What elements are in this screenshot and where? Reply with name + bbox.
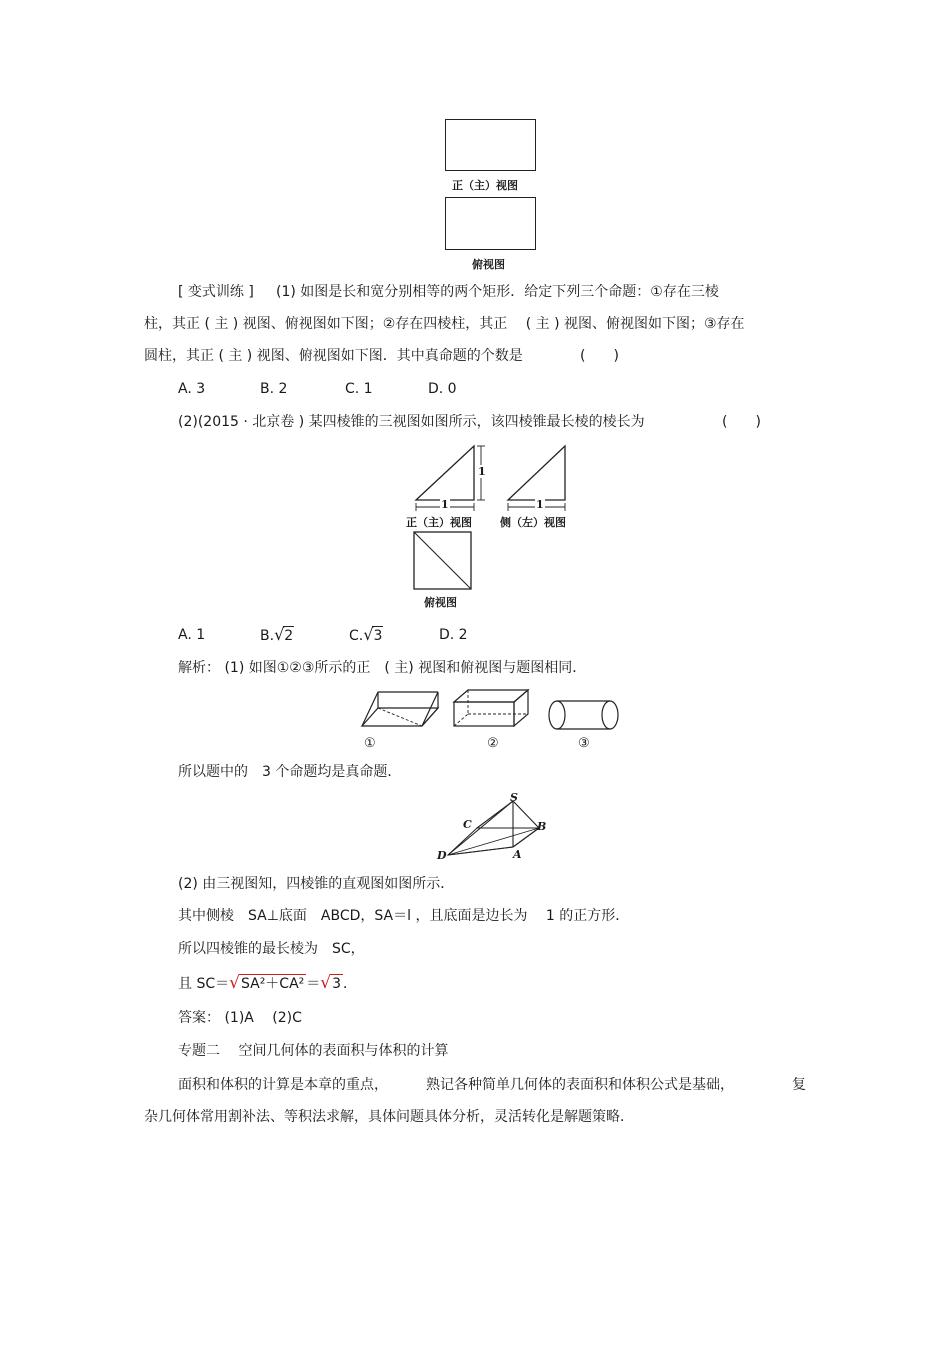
radicand-sum: SA²＋CA² — [240, 976, 305, 992]
side-view-caption: 侧（左）视图 — [500, 516, 566, 529]
sqrt-sign: √ — [229, 973, 240, 993]
choice2-a: A. 1 — [178, 627, 206, 643]
choice-d: D. 0 — [428, 381, 457, 397]
front-view-caption: 正（主）视图 — [452, 179, 518, 192]
topic-title: 专题二 空间几何体的表面积与体积的计算 — [178, 1043, 449, 1059]
topic-para-line1-c: 复 — [792, 1077, 806, 1093]
rectangular-box-shape — [454, 690, 528, 726]
front-view-triangle — [416, 446, 474, 500]
front-base-dim-label: 1 — [441, 498, 449, 511]
sqrt-sign: √ — [274, 625, 285, 644]
front-view-caption-2: 正（主）视图 — [406, 516, 472, 529]
topic-para-line2: 杂几何体常用割补法、等积法求解，具体问题具体分析，灵活转化是解题策略． — [144, 1109, 634, 1125]
answer-line: 答案： (1)A (2)C — [178, 1010, 302, 1026]
topic-para-line1-b: 熟记各种简单几何体的表面积和体积公式是基础， — [426, 1077, 734, 1093]
radicand-b: 2 — [284, 628, 294, 644]
problem1-line3: 圆柱，其正 ( 主 ) 视图、俯视图如下图．其中真命题的个数是 — [144, 348, 523, 364]
problem2-paren: ( ) — [722, 414, 761, 430]
problem1-line1: (1) 如图是长和宽分别相等的两个矩形．给定下列三个命题：①存在三棱 — [276, 284, 719, 300]
vertex-d-label: D — [437, 849, 447, 862]
choice-c: C. 1 — [345, 381, 373, 397]
top-view-caption: 俯视图 — [472, 258, 505, 271]
solution-line6: 且 SC＝√SA²＋CA² ＝√3 ． — [178, 973, 358, 993]
side-base-dim-label: 1 — [536, 498, 544, 511]
problem2-text: (2)(2015 · 北京卷 ) 某四棱锥的三视图如图所示，该四棱锥最长棱的棱长为 — [178, 414, 645, 430]
top-view-rectangle — [445, 197, 536, 250]
topic-para-line1-a: 面积和体积的计算是本章的重点， — [178, 1077, 388, 1093]
sqrt-sign: √ — [320, 973, 332, 993]
solid-figures — [360, 688, 630, 728]
side-view-triangle — [508, 446, 565, 500]
solution-line1: 解析： (1) 如图①②③所示的正 ( 主) 视图和俯视图与题图相同． — [178, 660, 587, 676]
vertex-c-label: C — [463, 818, 472, 831]
choice2-c: C.√3 — [349, 625, 383, 644]
figure-label-2: ② — [487, 736, 499, 751]
figure-label-1: ① — [364, 736, 376, 751]
solution-line4: 其中侧棱 SA⊥底面 ABCD，SA＝l ，且底面是边长为 1 的正方形． — [178, 908, 630, 924]
exercise-label: [ 变式训练 ] — [178, 284, 254, 300]
top-view-caption-2: 俯视图 — [424, 596, 457, 609]
sqrt-sign: √ — [363, 625, 374, 644]
problem1-paren: ( ) — [580, 348, 619, 364]
choice-a: A. 3 — [178, 381, 206, 397]
radicand-c: 3 — [373, 628, 383, 644]
vertex-a-label: A — [513, 848, 522, 861]
problem1-line2: 柱，其正 ( 主 ) 视图、俯视图如下图；②存在四棱柱，其正 ( 主 ) 视图、俯视图如下图；③存在 — [144, 316, 745, 332]
solution-line2: 所以题中的 3 个命题均是真命题． — [178, 764, 402, 780]
figure-label-3: ③ — [578, 736, 590, 751]
vertex-s-label: S — [510, 791, 518, 804]
front-height-dim-label: 1 — [478, 465, 486, 478]
radicand-3: 3 — [332, 976, 342, 992]
pyramid-figure — [436, 795, 546, 860]
choice-b: B. 2 — [260, 381, 288, 397]
vertex-b-label: B — [537, 820, 547, 833]
solution-line5: 所以四棱锥的最长棱为 SC， — [178, 941, 365, 957]
triangular-prism-shape — [362, 692, 438, 726]
choice2-b: B.√2 — [260, 625, 294, 644]
front-view-rectangle — [445, 119, 536, 171]
top-view-diagonal — [414, 532, 471, 589]
solution-line3: (2) 由三视图知，四棱锥的直观图如图所示． — [178, 876, 455, 892]
cylinder-shape — [549, 701, 618, 729]
choice2-d: D. 2 — [439, 627, 468, 643]
